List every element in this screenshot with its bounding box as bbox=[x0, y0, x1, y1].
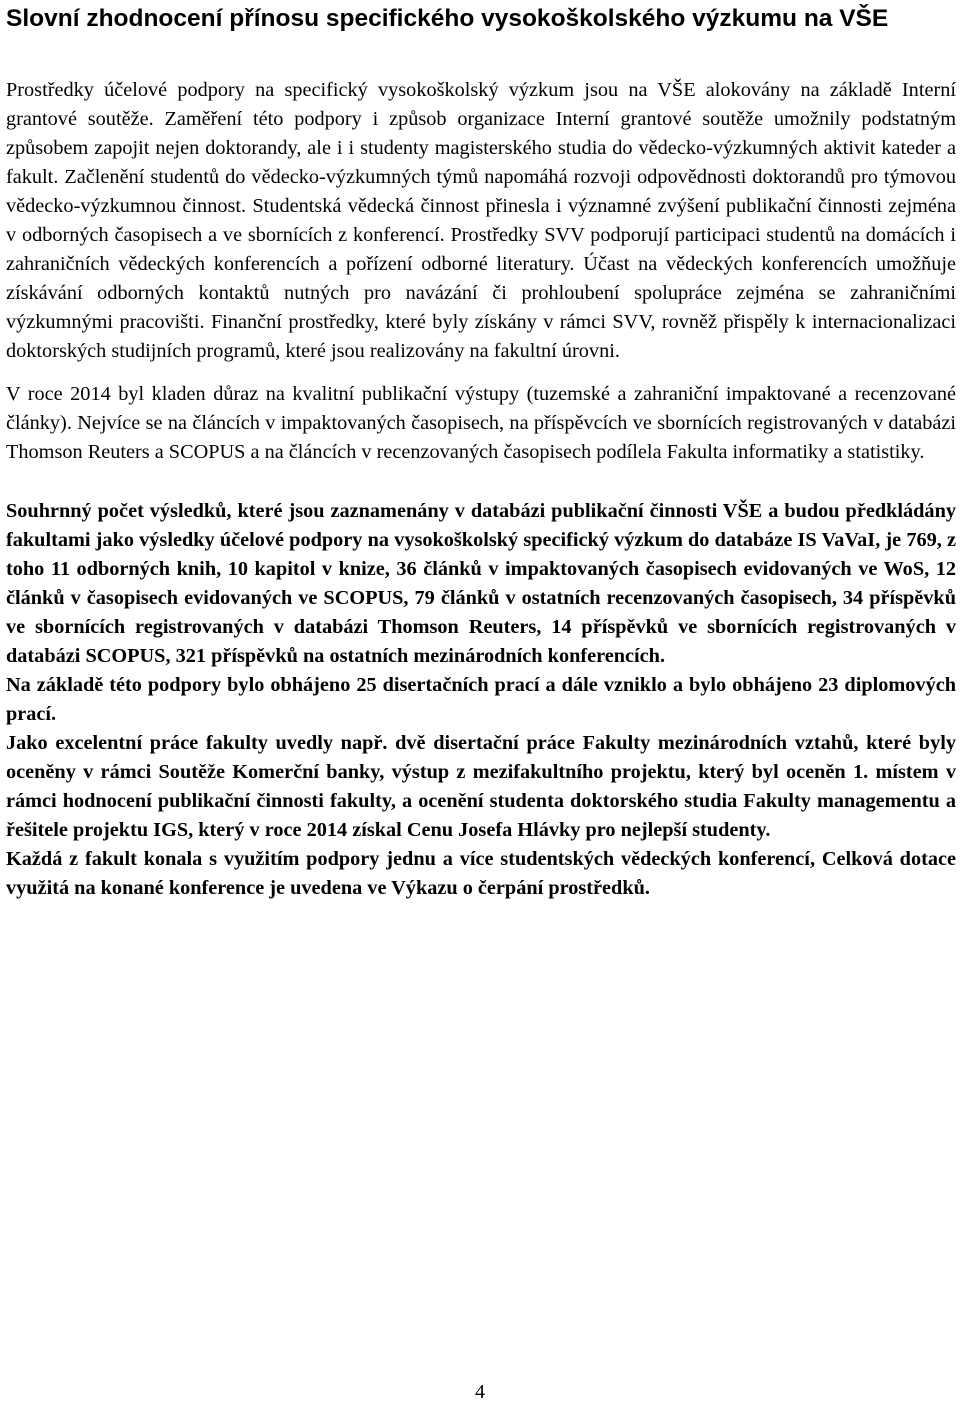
paragraph-excellent-works: Jako excelentní práce fakulty uvedly např. dvě disertační práce Fakulty mezinárodních vztahů, které byly oceněny v rámci Soutěže Komerční banky, výstup z mezifakultního projektu, který byl oceněn 1. místem v rámci hodnocení publikační činnosti fakulty, a ocenění studenta doktorského studia Fakulty managementu a řešitele projektu IGS, který v roce 2014 získal Cenu Josefa Hlávky pro nejlepší studenty. bbox=[6, 732, 956, 841]
paragraph-results-summary: Souhrnný počet výsledků, které jsou zaznamenány v databázi publikační činnosti VŠE a budou předkládány fakultami jako výsledky účelové podpory na vysokoškolský specifický výzkum do databáze IS VaVaI, je 769, z toho 11 odborných knih, 10 kapitol v knize, 36 článků v impaktovaných časopisech evidovaných ve WoS, 12 článků v časopisech evidovaných ve SCOPUS, 79 článků v ostatních recenzovaných časopisech, 34 příspěvků ve sbornících registrovaných v databázi Thomson Reuters, 14 příspěvků ve sbornících registrovaných v databázi SCOPUS, 321 příspěvků na ostatních mezinárodních konferencích. bbox=[6, 500, 956, 667]
document-title: Slovní zhodnocení přínosu specifického vysokoškolského výzkumu na VŠE bbox=[6, 5, 889, 32]
document-page bbox=[6, 0, 956, 903]
paragraph-svv-allocation: Prostředky účelové podpory na specifický vysokoškolský výzkum jsou na VŠE alokovány na základě Interní grantové soutěže. Zaměření této podpory i způsob organizace Interní grantové soutěže umožnily podstatným způsobem zapojit nejen doktorandy, ale i i studenty magisterského studia do vědecko-výzkumných aktivit kateder a fakult. Začlenění studentů do vědecko-výzkumných týmů napomáhá rozvoji odpovědnosti doktorandů pro týmovou vědecko-výzkumnou činnost. Studentská vědecká činnost přinesla i významné zvýšení publikační činnosti zejména v odborných časopisech a ve sbornících z konferencí. Prostředky SVV podporují participaci studentů na domácích i zahraničních vědeckých konferencích a pořízení odborné literatury. Účast na vědeckých konferencích umožňuje získávání odborných kontaktů nutných pro navázání či prohloubení spolupráce zejména se zahraničními výzkumnými pracovišti. Finanční prostředky, které byly získány v rámci SVV, rovněž přispěly k internacionalizaci doktorských studijních programů, které jsou realizovány na fakultní úrovni. bbox=[6, 79, 956, 362]
paragraph-student-conferences: Každá z fakult konala s využitím podpory jednu a více studentských vědeckých konferencí, Celková dotace využitá na konané konference je uvedena ve Výkazu o čerpání prostředků. bbox=[6, 848, 956, 899]
paragraph-publication-outputs: V roce 2014 byl kladen důraz na kvalitní publikační výstupy (tuzemské a zahraniční impaktované a recenzované články). Nejvíce se na článcích v impaktovaných časopisech, na příspěvcích ve sbornících registrovaných v databázi Thomson Reuters a SCOPUS a na článcích v recenzovaných časopisech podílela Fakulta informatiky a statistiky. bbox=[6, 383, 956, 463]
page-number: 4 bbox=[475, 1381, 485, 1403]
paragraph-theses-defended: Na základě této podpory bylo obhájeno 25 disertačních prací a dále vzniklo a bylo obhájeno 23 diplomových prací. bbox=[6, 674, 956, 725]
